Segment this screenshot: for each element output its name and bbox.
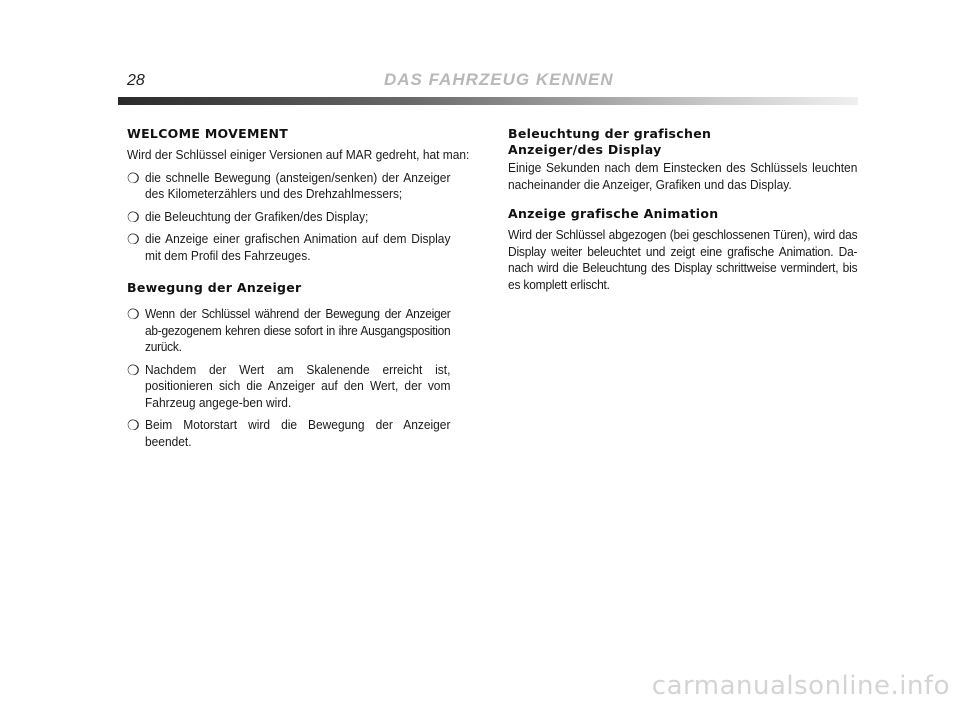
left-column xyxy=(127,126,477,456)
welcome-intro: Wird der Schlüssel einiger Versionen auf MAR gedreht, hat man: xyxy=(127,147,470,162)
lighting-text: Einige Sekunden nach dem Einstecken des Schlüssels leuchten nacheinander die Anzeiger, Grafiken und das Display. xyxy=(508,160,858,192)
list-item xyxy=(127,170,477,203)
list-item xyxy=(127,362,477,412)
welcome-movement-heading: WELCOME MOVEMENT xyxy=(127,126,289,141)
lighting-heading-line1: Beleuchtung der grafischen xyxy=(508,126,712,141)
page-number: 28 xyxy=(127,72,145,89)
bullet-circle-icon: ❍ xyxy=(127,231,140,247)
animation-text: Wird der Schlüssel abgezogen (bei geschlossenen Türen), wird das Display weiter beleuchtet und zeigt eine grafische Animation. Da-nach wird die Beleuchtung des Display schrittweise vermindert, bis es komplett erlischt. xyxy=(508,227,858,292)
bullet-circle-icon: ❍ xyxy=(127,169,140,186)
lighting-heading-line2: Anzeiger/des Display xyxy=(508,142,662,157)
header-rule xyxy=(118,97,858,105)
right-column xyxy=(508,126,858,299)
bullet-text: Nachdem der Wert am Skalenende erreicht ist, positionieren sich die Anzeiger auf den Wert, der vom Fahrzeug angege-ben wird. xyxy=(145,361,451,410)
animation-heading: Anzeige grafische Animation xyxy=(508,206,719,221)
movement-heading: Bewegung der Anzeiger xyxy=(127,280,302,295)
running-header-title: DAS FAHRZEUG KENNEN xyxy=(384,70,614,89)
bullet-text: Wenn der Schlüssel während der Bewegung der Anzeiger ab-gezogenem kehren diese sofort in ihre Ausgangsposition zurück. xyxy=(145,306,451,354)
list-item xyxy=(127,417,477,450)
welcome-bullet-list xyxy=(127,170,477,265)
bullet-circle-icon: ❍ xyxy=(127,361,140,378)
bullet-text: die Beleuchtung der Grafiken/des Display; xyxy=(145,208,369,224)
lighting-heading xyxy=(508,126,858,158)
bullet-text: die schnelle Bewegung (ansteigen/senken) der Anzeiger des Kilometerzählers und des Drehzahlmessers; xyxy=(145,169,451,201)
list-item xyxy=(127,209,477,226)
bullet-circle-icon: ❍ xyxy=(127,306,140,322)
bullet-text: Beim Motorstart wird die Bewegung der Anzeiger beendet. xyxy=(145,417,451,449)
bullet-circle-icon: ❍ xyxy=(127,208,140,225)
list-item xyxy=(127,231,477,264)
bullet-circle-icon: ❍ xyxy=(127,417,140,433)
bullet-text: die Anzeige einer grafischen Animation auf dem Display mit dem Profil des Fahrzeuges. xyxy=(145,231,451,263)
watermark: carmanualsonline.info xyxy=(651,671,950,701)
list-item xyxy=(127,306,477,356)
movement-bullet-list xyxy=(127,306,477,450)
